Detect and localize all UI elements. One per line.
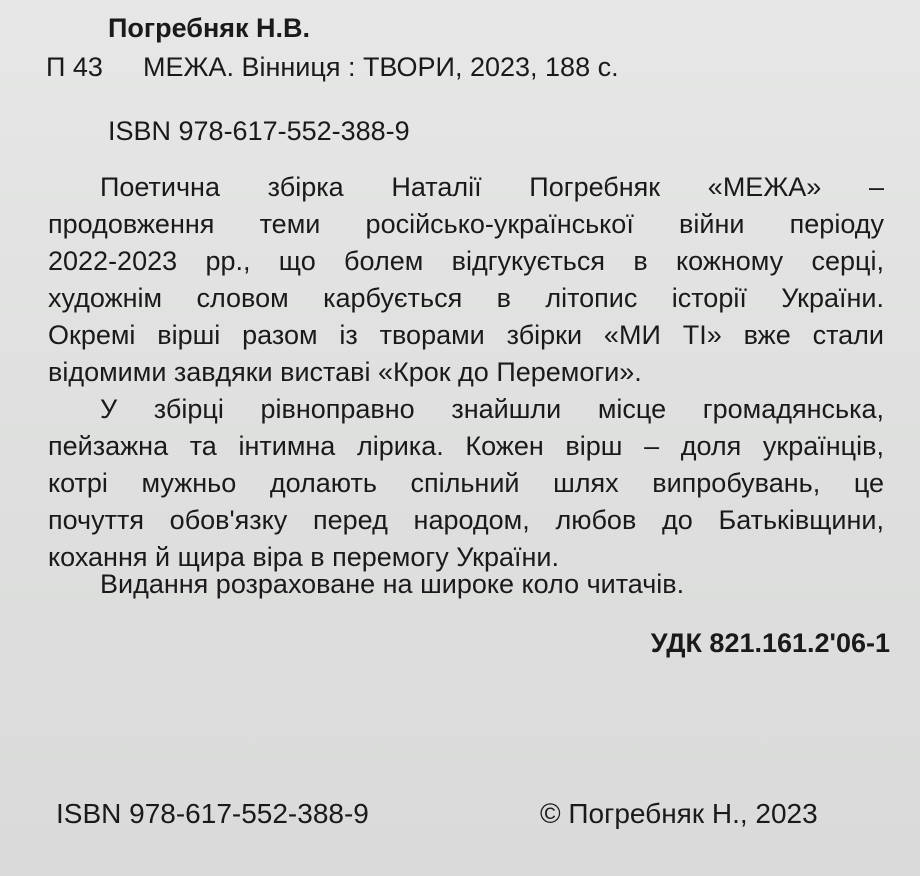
- annotation-line: 2022-2023 рр., що болем відгукується в кожному серці,: [48, 246, 884, 276]
- annotation-line: котрі мужньо долають спільний шлях випробувань, це: [48, 468, 884, 498]
- annotation-line: почуття обов'язку перед народом, любов до Батьківщини,: [48, 505, 884, 535]
- udk-code: УДК 821.161.2'06-1: [650, 628, 890, 658]
- annotation-line: Окремі вірші разом із творами збірки «МИ ТІ» вже стали: [48, 320, 884, 350]
- annotation-line: Поетична збірка Наталії Погребняк «МЕЖА» –: [100, 172, 884, 202]
- annotation-line: продовження теми російсько-української війни періоду: [48, 209, 884, 239]
- annotation-line: художнім словом карбується в літопис історії України.: [48, 283, 884, 313]
- annotation-line: кохання й щира віра в перемогу України.: [48, 542, 559, 572]
- author-name: Погребняк Н.В.: [108, 13, 311, 43]
- annotation-line: пейзажна та інтимна лірика. Кожен вірш – доля українців,: [48, 431, 884, 461]
- bibliographic-record: МЕЖА. Вінниця : ТВОРИ, 2023, 188 с.: [143, 52, 619, 82]
- catalog-code: П 43: [46, 52, 103, 82]
- annotation-line: У збірці рівноправно знайшли місце громадянська,: [100, 394, 884, 424]
- copyright-notice: © Погребняк Н., 2023: [540, 798, 818, 829]
- isbn-bottom: ISBN 978-617-552-388-9: [56, 798, 369, 829]
- annotation-line: відомими завдяки виставі «Крок до Перемоги».: [48, 357, 642, 387]
- isbn-top: ISBN 978-617-552-388-9: [108, 116, 410, 146]
- annotation-line: Видання розраховане на широке коло читачів.: [100, 569, 685, 599]
